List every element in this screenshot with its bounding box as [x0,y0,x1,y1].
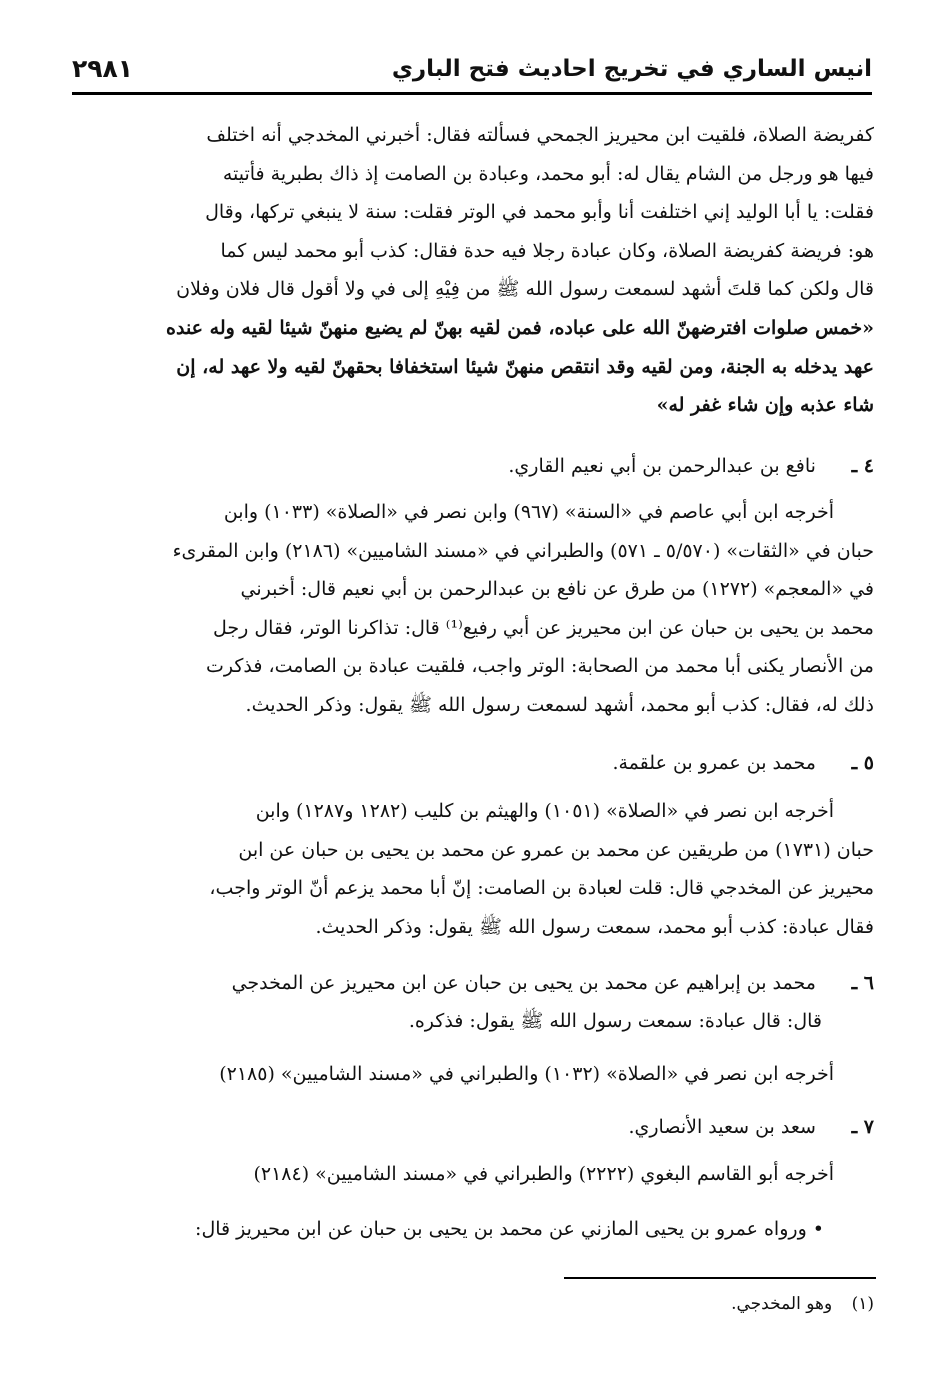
page-number: ٢٩٨١ [72,54,134,83]
hadith-text-line: شاء عذبه وإن شاء غفر له» [656,394,874,417]
item-number: ٥ ـ [851,752,874,774]
text-line: قال ولكن كما قلتَ أشهد لسمعت رسول الله ﷺ من فِيْهِ إلى في ولا أقول قال فلان وفلان [176,278,874,301]
page-header [72,50,872,90]
item-text: سعد بن سعيد الأنصاري. [628,1116,816,1138]
item-text: محمد بن عمرو بن علقمة. [612,752,816,774]
text-line: محمد بن يحيى بن حبان عن ابن محيريز عن أبي رفيع⁽¹⁾ قال: تذاكرنا الوتر، فقال رجل [213,616,874,639]
text-line: كفريضة الصلاة، فلقيت ابن محيريز الجمحي فسألته فقال: أخبرني المخدجي أنه اختلف [206,124,874,146]
footnote [731,1294,874,1314]
item-number: ٧ ـ [851,1116,874,1138]
paragraph-item-6: أخرجه ابن نصر في «الصلاة» (١٠٣٢) والطبراني في «مسند الشاميين» (٢١٨٥) [219,1063,834,1085]
item-text: محمد بن إبراهيم عن محمد بن يحيى بن حبان عن ابن محيريز عن المخدجي [231,972,816,994]
text-line: حبان (١٧٣١) من طريقين عن محمد بن عمرو عن محمد بن يحيى بن حبان عن ابن [238,838,874,861]
text-line: حبان في «الثقات» (٥/٥٧٠ ـ ٥٧١) والطبراني في «مسند الشاميين» (٢١٨٦) وابن المقرىء [172,539,874,562]
narrator-item-7 [74,1108,874,1146]
text-line: هو: فريضة كفريضة الصلاة، وكان عبادة رجلا فيه حدة فقال: كذب أبو محمد ليس كما [220,239,874,262]
hadith-text-line: عهد يدخله به الجنة، ومن لقيه وقد انتقص منهنّ شيئا استخفافا بحقهنّ لقيه ولا عهد له، إن [176,355,874,378]
bullet-line: • ورواه عمرو بن يحيى المازني عن محمد بن يحيى بن حبان عن ابن محيريز قال: [195,1218,824,1240]
text-line: من الأنصار يكنى أبا محمد من الصحابة: الوتر واجب، فلقيت عبادة بن الصامت، فذكرت [205,655,874,678]
paragraph-item-4 [74,493,874,725]
text-line: في «المعجم» (١٢٧٢) من طرق عن نافع بن عبدالرحمن بن أبي نعيم قال: أخبرني [240,578,874,601]
paragraph-intro [74,116,874,425]
text-line: محيريز عن المخدجي قال: قلت لعبادة بن الصامت: إنّ أبا محمد يزعم أنّ الوتر واجب، [209,877,874,900]
footnote-text: وهو المخدجي. [731,1294,833,1314]
paragraph-item-7: أخرجه أبو القاسم البغوي (٢٢٢٢) والطبراني في «مسند الشاميين» (٢١٨٤) [253,1163,834,1185]
narrator-item-5 [74,744,874,782]
text-line: فقلت: يا أبا الوليد إني اختلفت أنا وأبو محمد في الوتر فقلت: سنة لا ينبغي تركها، وقال [205,201,874,224]
item-text: نافع بن عبدالرحمن بن أبي نعيم القاري. [508,455,816,477]
hadith-text-line: «خمس صلوات افترضهنّ الله على عباده، فمن لقيه بهنّ لم يضيع منهنّ شيئا لقيه وله عنده [166,316,874,339]
text-line: فقال عبادة: كذب أبو محمد، سمعت رسول الله ﷺ يقول: وذكر الحديث. [315,915,874,938]
footnote-rule [564,1277,876,1279]
text-line: أخرجه ابن نصر في «الصلاة» (١٠٥١) والهيثم بن كليب (١٢٨٢ و١٢٨٧) وابن [255,800,834,822]
text-line: ذلك له، فقال: كذب أبو محمد، أشهد لسمعت رسول الله ﷺ يقول: وذكر الحديث. [245,693,874,716]
item-number: ٤ ـ [851,455,874,477]
narrator-item-4 [74,447,874,485]
item-number: ٦ ـ [851,972,874,994]
text-line: فيها هو ورجل من الشام يقال له: أبو محمد، وعبادة بن الصامت إذ ذاك بطبرية فأتيته [222,162,874,185]
text-line: أخرجه ابن أبي عاصم في «السنة» (٩٦٧) وابن نصر في «الصلاة» (١٠٣٣) وابن [223,501,834,523]
footnote-marker: (١) [851,1294,874,1314]
header-rule [72,92,872,95]
narrator-item-6 [74,964,874,1040]
item-text-continuation: قال: قال عبادة: سمعت رسول الله ﷺ يقول: فذكره. [408,1010,822,1032]
running-title: انيس الساري في تخريج احاديث فتح الباري [391,56,872,82]
paragraph-item-5 [74,792,874,946]
